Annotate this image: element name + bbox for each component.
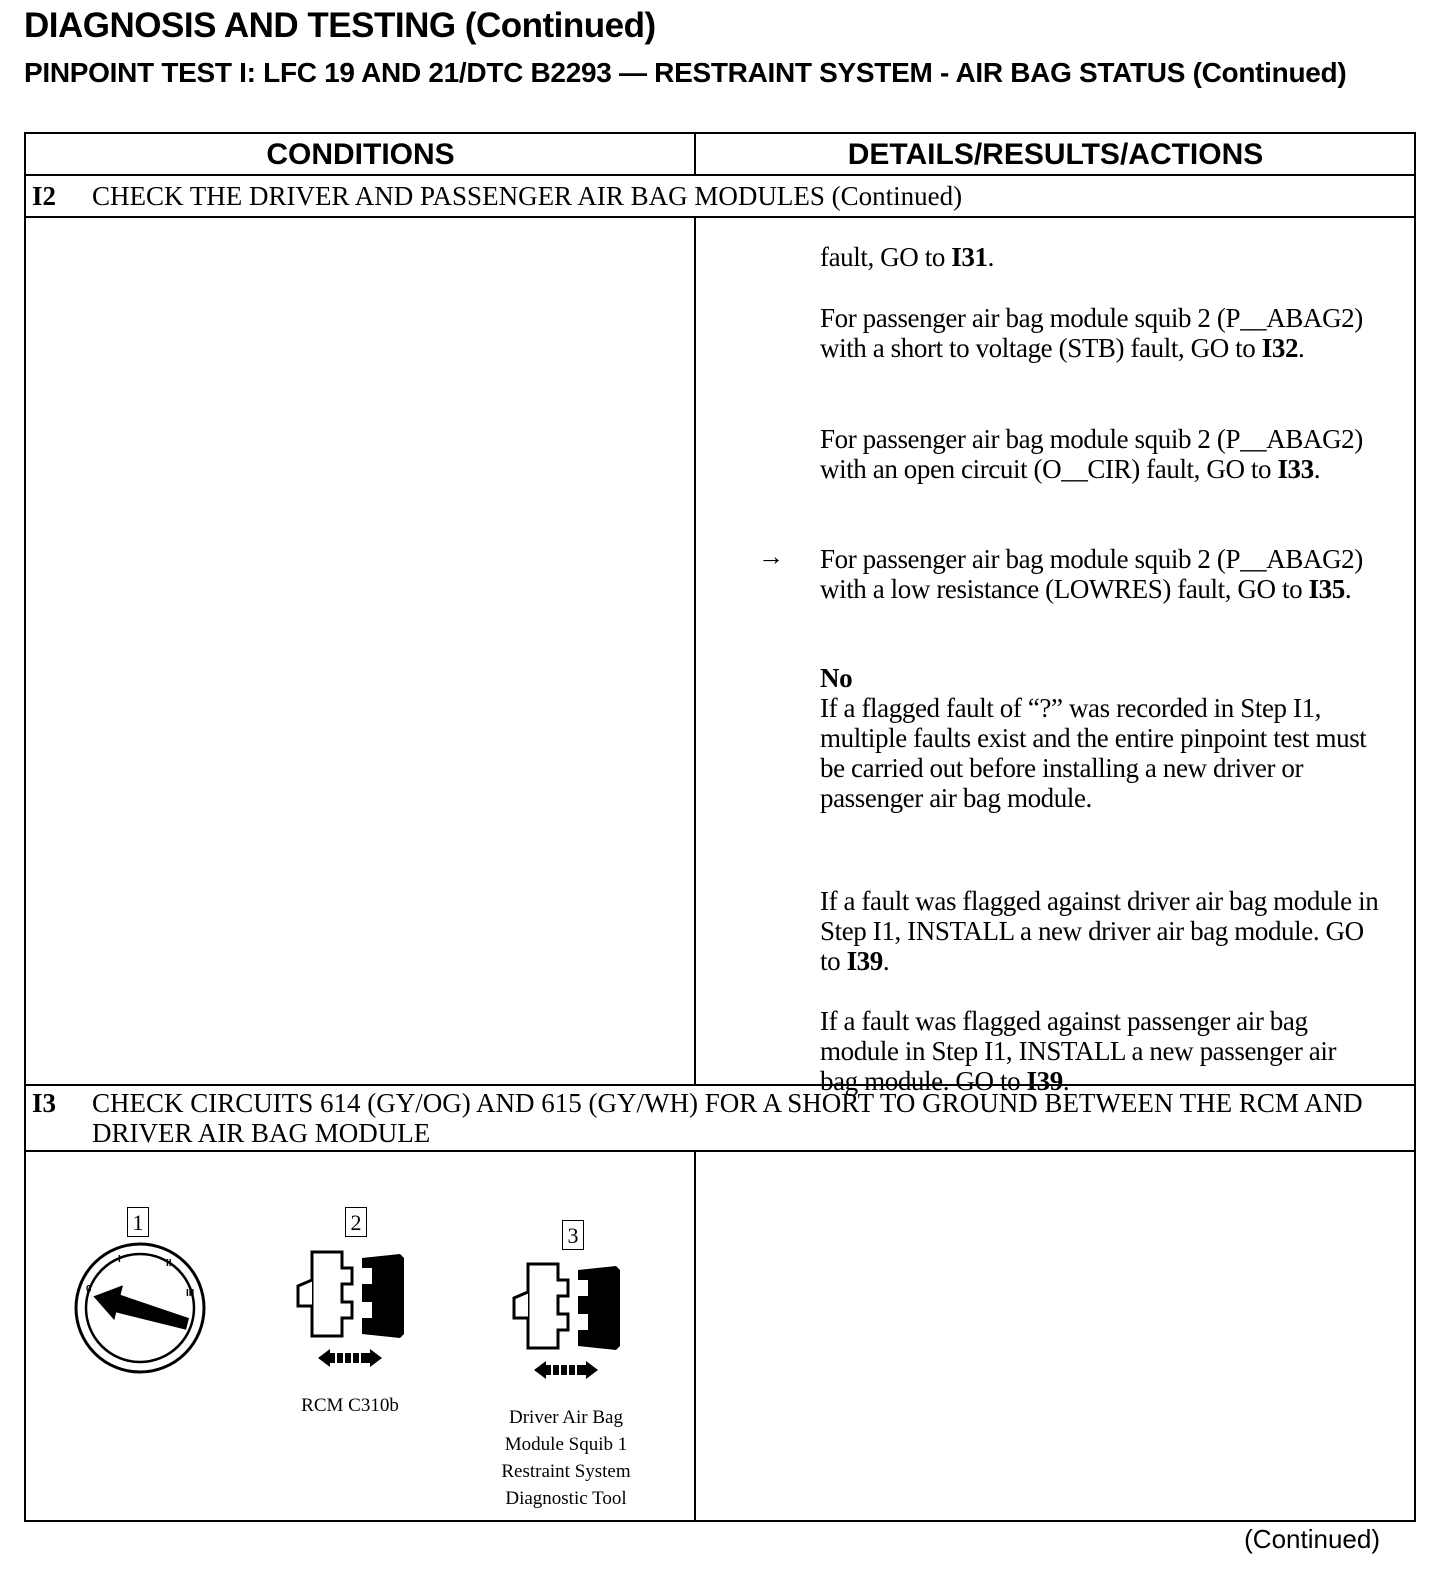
- ignition-position-0: 0: [86, 1284, 92, 1295]
- pinpoint-test-title: PINPOINT TEST I: LFC 19 AND 21/DTC B2293 — RESTRAINT SYSTEM - AIR BAG STATUS (Continued): [24, 57, 1347, 88]
- ignition-position-2: II: [166, 1258, 172, 1269]
- no-result-label: No: [820, 663, 853, 693]
- connector-icon: [290, 1250, 430, 1390]
- detail-paragraph: For passenger air bag module squib 2 (P__ABAG2) with a short to voltage (STB) fault, GO to I32.: [820, 303, 1363, 363]
- detail-paragraph: For passenger air bag module squib 2 (P__ABAG2) with an open circuit (O__CIR) fault, GO to I33.: [820, 424, 1363, 484]
- step-reference: I31: [951, 242, 988, 272]
- step-reference: I33: [1277, 454, 1314, 484]
- detail-paragraph: If a flagged fault of “?” was recorded in Step I1, multiple faults exist and the entire pinpoint test must be carried out before installing a new driver or passenger air bag module.: [820, 693, 1367, 813]
- column-divider: [694, 216, 696, 1086]
- callout-3: 3: [562, 1220, 584, 1250]
- step-title: CHECK CIRCUITS 614 (GY/OG) AND 615 (GY/WH) FOR A SHORT TO GROUND BETWEEN THE RCM AND DRIVER AIR BAG MODULE: [92, 1088, 1363, 1148]
- step-reference: I35: [1308, 574, 1345, 604]
- header-divider: [694, 134, 696, 176]
- column-divider: [694, 1150, 696, 1520]
- connector-icon: [506, 1262, 646, 1402]
- row-divider: [26, 216, 1414, 218]
- diagnostic-tool-caption: Driver Air Bag Module Squib 1 Restraint System Diagnostic Tool: [501, 1407, 631, 1509]
- ignition-position-3: III: [186, 1288, 195, 1299]
- detail-paragraph: If a fault was flagged against passenger air bag module in Step I1, INSTALL a new passenger air bag module. GO to I39.: [820, 1006, 1337, 1096]
- arrow-icon: →: [758, 542, 784, 571]
- page-title: DIAGNOSIS AND TESTING (Continued): [24, 6, 656, 45]
- step-reference: I32: [1261, 333, 1299, 363]
- row-divider: [26, 174, 1414, 176]
- details-column-header: DETAILS/RESULTS/ACTIONS: [847, 138, 1264, 171]
- step-number: I3: [32, 1088, 57, 1118]
- step-i3-row: [26, 1088, 1414, 1148]
- step-reference: I39: [1026, 1066, 1063, 1096]
- continued-label: (Continued): [1244, 1524, 1380, 1554]
- detail-paragraph: For passenger air bag module squib 2 (P__ABAG2) with a low resistance (LOWRES) fault, GO to I35.: [820, 544, 1363, 604]
- conditions-column-header: CONDITIONS: [266, 138, 455, 171]
- detail-paragraph: fault, GO to I31.: [820, 242, 994, 272]
- rcm-connector-caption: RCM C310b: [301, 1395, 399, 1416]
- step-title: CHECK THE DRIVER AND PASSENGER AIR BAG MODULES (Continued): [92, 181, 963, 211]
- step-reference: I39: [846, 946, 883, 976]
- callout-1: 1: [127, 1207, 149, 1237]
- no-result-block: [820, 663, 1380, 813]
- step-i2-row: [26, 178, 1414, 214]
- ignition-switch-icon: [72, 1240, 208, 1376]
- detail-paragraph: If a fault was flagged against driver air bag module in Step I1, INSTALL a new driver air bag module. GO to I39.: [820, 886, 1379, 976]
- ignition-position-1: I: [118, 1254, 121, 1265]
- callout-2: 2: [345, 1207, 367, 1237]
- step-number: I2: [32, 181, 57, 211]
- row-divider: [26, 1150, 1414, 1152]
